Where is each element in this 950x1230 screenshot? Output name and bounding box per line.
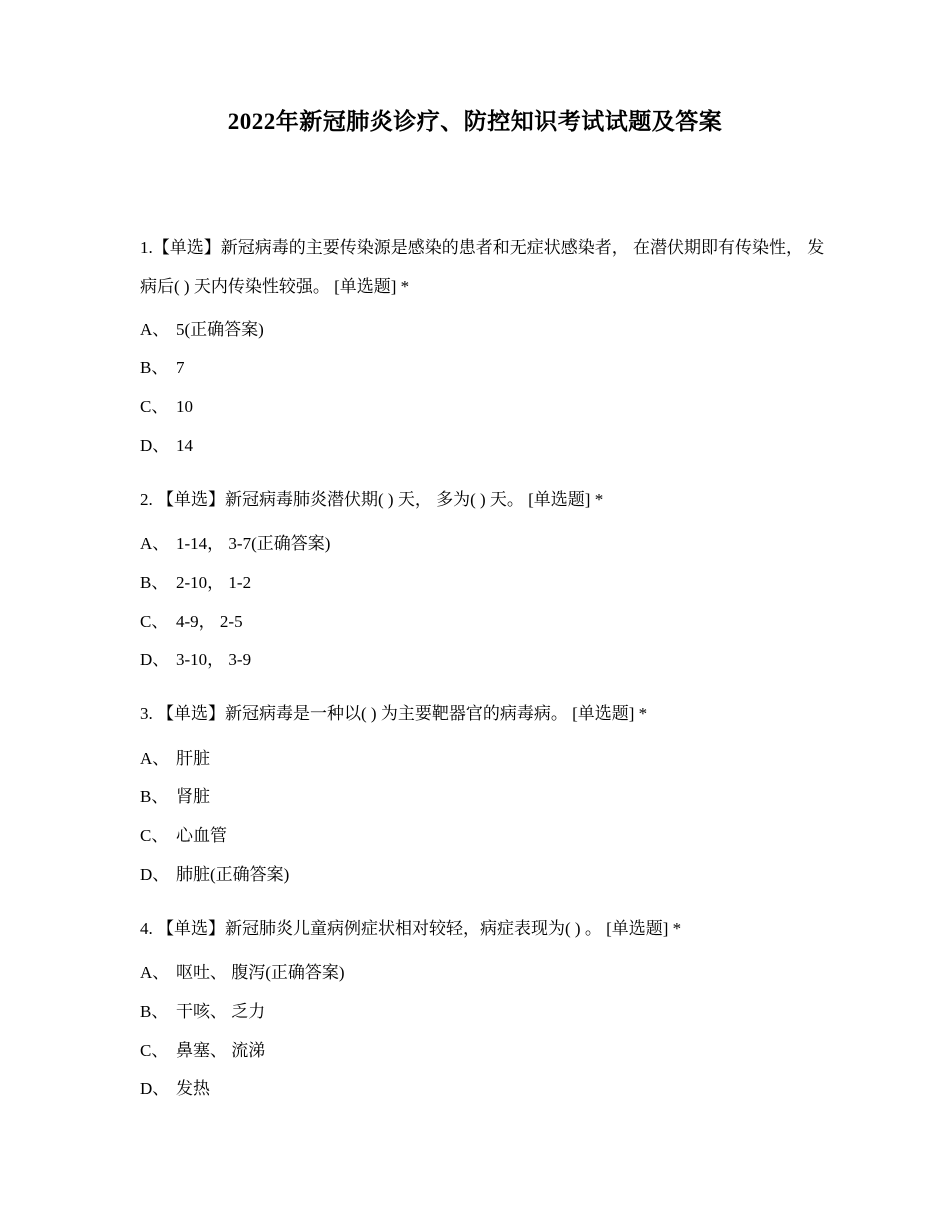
option-letter: A、 — [140, 749, 170, 768]
question-text: 1.【单选】新冠病毒的主要传染源是感染的患者和无症状感染者， 在潜伏期即有传染性， 发病后( ) 天内传染性较强。 [单选题] * — [140, 238, 825, 296]
option-letter: D、 — [140, 865, 170, 884]
question-text: 3. 【单选】新冠病毒是一种以( ) 为主要靶器官的病毒病。 [单选题] * — [140, 704, 648, 723]
option-text: 肾脏 — [176, 787, 210, 806]
option-letter: D、 — [140, 1079, 170, 1098]
option-4b — [140, 1000, 265, 1024]
option-letter: B、 — [140, 1002, 169, 1021]
option-2d — [140, 648, 251, 672]
option-text: 发热 — [176, 1079, 210, 1098]
option-1d — [140, 434, 193, 458]
question-3 — [140, 694, 830, 733]
question-text: 2. 【单选】新冠病毒肺炎潜伏期( ) 天， 多为( ) 天。 [单选题] * — [140, 490, 604, 509]
option-letter: B、 — [140, 573, 169, 592]
option-text: 2-10， 1-2 — [176, 573, 252, 592]
question-text: 4. 【单选】新冠肺炎儿童病例症状相对较轻，病症表现为( ) 。 [单选题] * — [140, 919, 682, 938]
option-text: 1-14， 3-7(正确答案) — [176, 534, 331, 553]
option-1b — [140, 356, 185, 380]
option-text: 肺脏(正确答案) — [176, 865, 290, 884]
option-text: 心血管 — [176, 826, 227, 845]
question-4 — [140, 909, 830, 948]
question-2 — [140, 480, 830, 519]
option-1c — [140, 395, 193, 419]
option-3a — [140, 747, 210, 771]
option-3c — [140, 824, 227, 848]
option-letter: A、 — [140, 320, 170, 339]
option-2b — [140, 571, 251, 595]
option-4d — [140, 1077, 210, 1101]
option-text: 7 — [176, 358, 185, 377]
option-text: 呕吐、 腹泻(正确答案) — [176, 963, 345, 982]
option-text: 鼻塞、 流涕 — [176, 1041, 266, 1060]
option-letter: C、 — [140, 1041, 169, 1060]
option-letter: A、 — [140, 963, 170, 982]
option-4c — [140, 1039, 265, 1063]
option-letter: D、 — [140, 650, 170, 669]
option-letter: B、 — [140, 787, 169, 806]
option-text: 5(正确答案) — [176, 320, 264, 339]
option-2c — [140, 610, 243, 634]
option-1a — [140, 318, 264, 342]
option-4a — [140, 961, 345, 985]
option-text: 4-9， 2-5 — [176, 612, 243, 631]
option-text: 肝脏 — [176, 749, 210, 768]
document-title: 2022年新冠肺炎诊疗、防控知识考试试题及答案 — [227, 109, 723, 134]
option-text: 3-10， 3-9 — [176, 650, 252, 669]
option-3d — [140, 863, 289, 887]
question-1 — [140, 228, 830, 306]
option-letter: A、 — [140, 534, 170, 553]
option-letter: B、 — [140, 358, 169, 377]
option-letter: D、 — [140, 436, 170, 455]
option-3b — [140, 785, 210, 809]
option-text: 14 — [176, 436, 193, 455]
option-text: 10 — [176, 397, 193, 416]
option-2a — [140, 532, 330, 556]
option-letter: C、 — [140, 826, 169, 845]
option-letter: C、 — [140, 397, 169, 416]
option-text: 干咳、 乏力 — [176, 1002, 266, 1021]
option-letter: C、 — [140, 612, 169, 631]
